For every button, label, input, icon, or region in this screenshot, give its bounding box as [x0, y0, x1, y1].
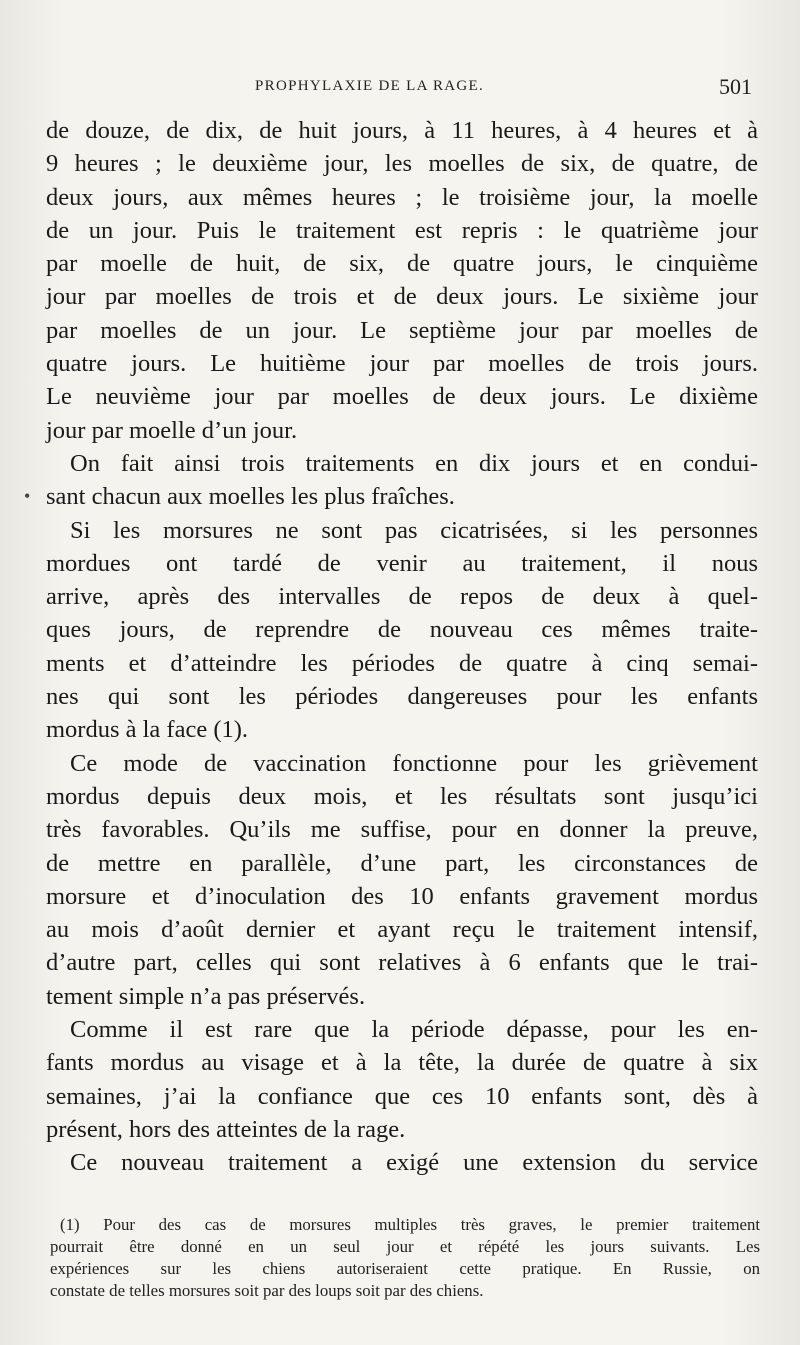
text-line: d’autre part, celles qui sont relatives à 6 enfants que le trai-	[46, 949, 758, 977]
text-line: par moelle de huit, de six, de quatre jours, le cinquième	[46, 250, 758, 278]
text-line: Le neuvième jour par moelles de deux jours. Le dixième	[46, 383, 758, 411]
text-line: Comme il est rare que la période dépasse, pour les en-	[70, 1016, 758, 1044]
text-line: Ce nouveau traitement a exigé une extension du service	[70, 1149, 758, 1177]
text-line: au mois d’août dernier et ayant reçu le traitement intensif,	[46, 916, 758, 944]
footnote	[50, 1214, 760, 1302]
footnote-line: pourrait être donné en un seul jour et répété les jours suivants. Les	[50, 1237, 760, 1256]
page-header	[0, 74, 800, 102]
text-line: arrive, après des intervalles de repos de deux à quel-	[46, 583, 758, 611]
text-line: jour par moelle d’un jour.	[46, 416, 298, 444]
text-line: Si les morsures ne sont pas cicatrisées, si les personnes	[70, 516, 758, 544]
body-text	[46, 114, 758, 1180]
text-line: présent, hors des atteintes de la rage.	[46, 1115, 406, 1143]
text-line: jour par moelles de trois et de deux jours. Le sixième jour	[46, 283, 758, 311]
footnote-line: constate de telles morsures soit par des loups soit par des chiens.	[50, 1281, 484, 1300]
text-line: mordues ont tardé de venir au traitement, il nous	[46, 549, 758, 577]
running-title: PROPHYLAXIE DE LA RAGE.	[255, 78, 485, 94]
text-line: semaines, j’ai la confiance que ces 10 enfants sont, dès à	[46, 1082, 758, 1110]
text-line: morsure et d’inoculation des 10 enfants gravement mordus	[46, 882, 758, 910]
footnote-line: expériences sur les chiens autoriseraient cette pratique. En Russie, on	[50, 1259, 760, 1278]
text-line: de mettre en parallèle, d’une part, les circonstances de	[46, 849, 758, 877]
text-line: On fait ainsi trois traitements en dix jours et en condui-	[70, 449, 758, 477]
text-line: fants mordus au visage et à la tête, la durée de quatre à six	[46, 1049, 758, 1077]
text-line: deux jours, aux mêmes heures ; le troisième jour, la moelle	[46, 183, 758, 211]
text-line: 9 heures ; le deuxième jour, les moelles de six, de quatre, de	[46, 150, 758, 178]
text-line: très favorables. Qu’ils me suffise, pour en donner la preuve,	[46, 816, 758, 844]
text-line: nes qui sont les périodes dangereuses pour les enfants	[46, 683, 758, 711]
footnote-line: (1) Pour des cas de morsures multiples très graves, le premier traitement	[60, 1215, 760, 1234]
text-line: quatre jours. Le huitième jour par moelles de trois jours.	[46, 350, 758, 378]
margin-mark: •	[24, 486, 31, 506]
text-line: ments et d’atteindre les périodes de quatre à cinq semai-	[46, 649, 758, 677]
text-line: tement simple n’a pas préservés.	[46, 982, 366, 1010]
text-line: mordus à la face (1).	[46, 716, 249, 744]
text-line: de un jour. Puis le traitement est repris : le quatrième jour	[46, 216, 758, 244]
text-line: par moelles de un jour. Le septième jour par moelles de	[46, 316, 758, 344]
text-line: mordus depuis deux mois, et les résultats sont jusqu’ici	[46, 782, 758, 810]
text-line: Ce mode de vaccination fonctionne pour les grièvement	[70, 749, 758, 777]
page-number: 501	[719, 74, 752, 99]
text-line: de douze, de dix, de huit jours, à 11 heures, à 4 heures et à	[46, 117, 758, 144]
text-line: sant chacun aux moelles les plus fraîches.	[46, 483, 455, 511]
text-line: ques jours, de reprendre de nouveau ces mêmes traite-	[46, 616, 758, 644]
